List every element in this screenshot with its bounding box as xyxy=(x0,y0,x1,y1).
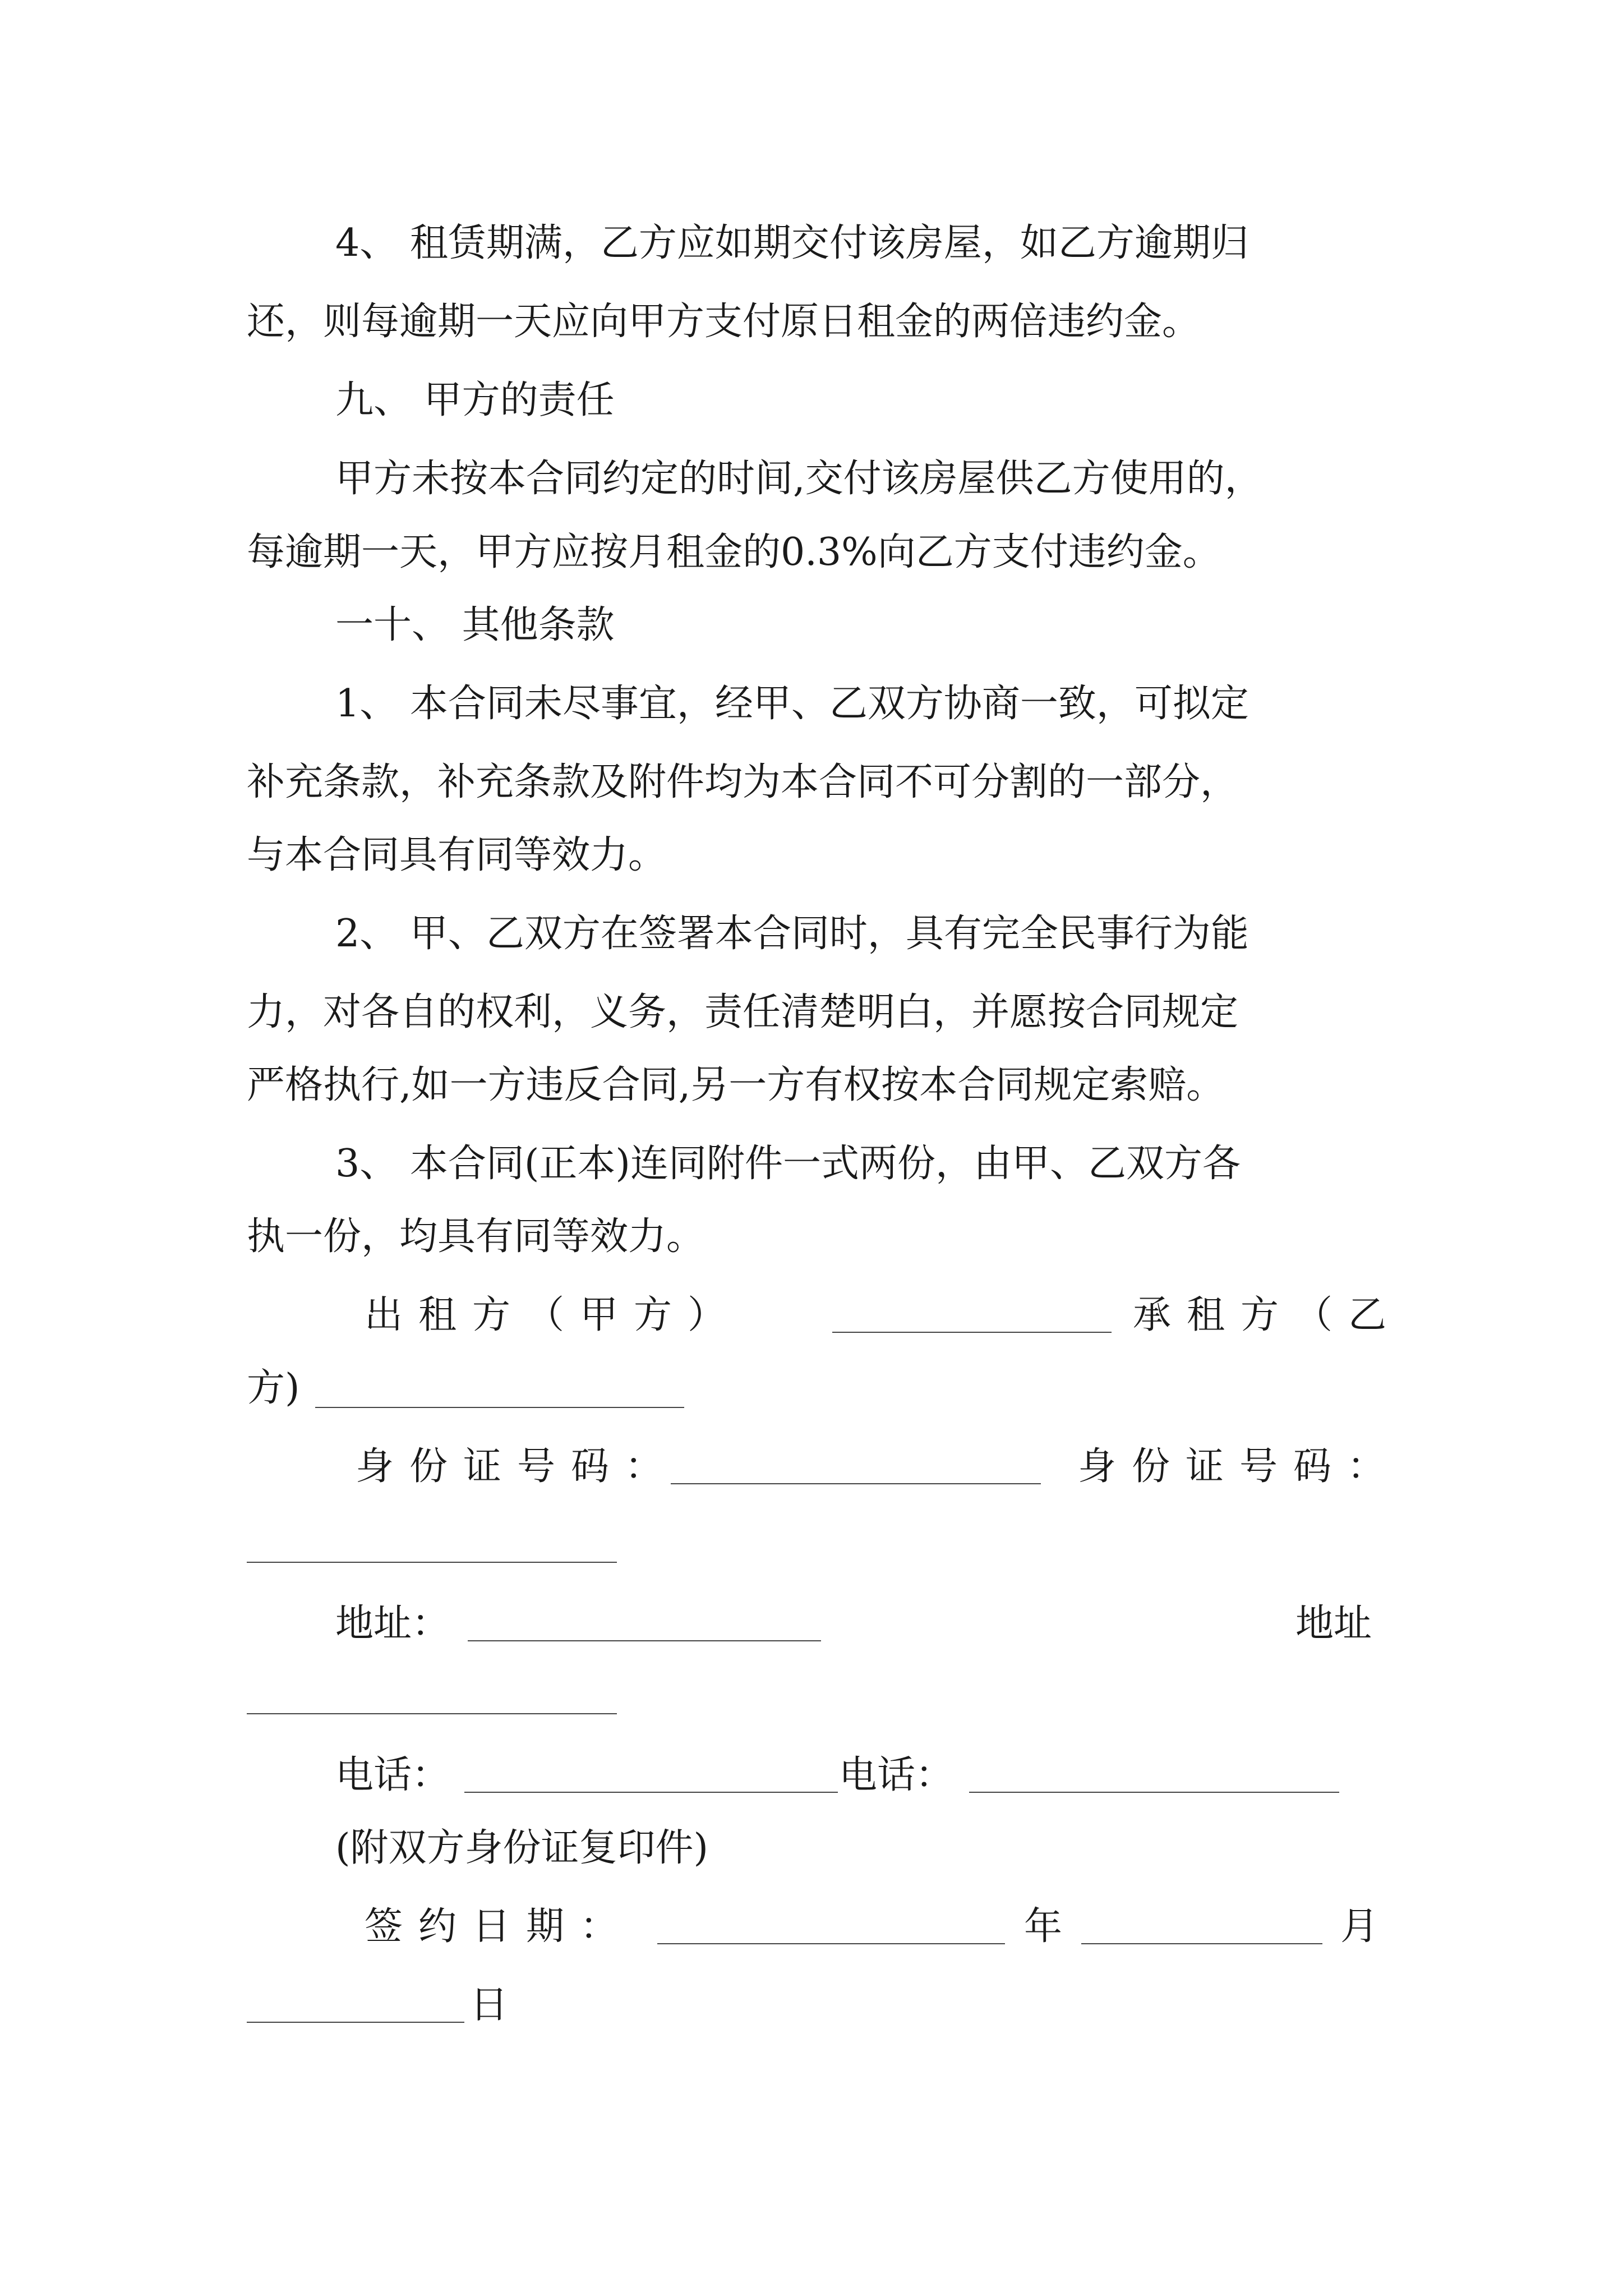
lessor-phone-blank xyxy=(464,1792,838,1793)
section-10-item-2-line-2: 力，对各自的权利，义务，责任清楚明白，并愿按合同规定 xyxy=(247,990,1239,1034)
lessor-address-blank xyxy=(468,1640,821,1641)
lessor-phone-label: 电话： xyxy=(335,1753,450,1797)
clause-4-line-2: 还，则每逾期一天应向甲方支付原日租金的两倍违约金。 xyxy=(247,300,1201,344)
section-9-line-2: 每逾期一天，甲方应按月租金的0.3%向乙方支付违约金。 xyxy=(247,530,1221,574)
lessee-label-continued: 方) xyxy=(247,1366,300,1410)
sign-date-label: 签约日期： xyxy=(365,1904,634,1949)
section-10-heading: 一十、 其他条款 xyxy=(335,603,615,647)
lessor-label: 出租方（甲方） xyxy=(365,1293,742,1337)
clause-4-line-1: 4、 租赁期满，乙方应如期交付该房屋，如乙方逾期归 xyxy=(335,221,1249,265)
lessor-id-label: 身份证号码： xyxy=(356,1444,679,1489)
section-9-line-1: 甲方未按本合同约定的时间,交付该房屋供乙方使用的， xyxy=(335,457,1263,501)
lessee-name-blank xyxy=(315,1407,684,1408)
section-10-item-1-line-3: 与本合同具有同等效力。 xyxy=(247,833,667,877)
section-10-item-3-line-1: 3、 本合同(正本)连同附件一式两份，由甲、乙双方各 xyxy=(335,1142,1241,1186)
lessor-id-blank xyxy=(671,1483,1041,1484)
lessee-id-label: 身份证号码： xyxy=(1078,1444,1401,1489)
lessee-id-blank xyxy=(247,1562,617,1563)
year-label: 年 xyxy=(1024,1904,1063,1949)
section-10-item-2-line-3: 严格执行,如一方违反合同,另一方有权按本合同规定索赔。 xyxy=(247,1063,1225,1107)
sign-year-blank xyxy=(657,1943,1005,1944)
sign-day-blank xyxy=(247,2022,464,2023)
lessee-address-label: 地址 xyxy=(1295,1602,1372,1646)
month-label: 月 xyxy=(1340,1904,1379,1949)
section-10-item-1-line-1: 1、 本合同未尽事宜，经甲、乙双方协商一致，可拟定 xyxy=(335,682,1249,726)
lessee-phone-blank xyxy=(969,1792,1339,1793)
lessor-address-label: 地址： xyxy=(335,1602,450,1646)
lessee-address-blank xyxy=(247,1713,617,1714)
section-10-item-1-line-2: 补充条款，补充条款及附件均为本合同不可分割的一部分， xyxy=(247,760,1239,804)
lessor-name-blank xyxy=(832,1332,1112,1333)
lessee-phone-label: 电话： xyxy=(839,1753,954,1797)
section-10-item-2-line-1: 2、 甲、乙双方在签署本合同时，具有完全民事行为能 xyxy=(335,912,1249,956)
lessee-label: 承租方（乙 xyxy=(1133,1293,1403,1337)
attachment-note: (附双方身份证复印件) xyxy=(335,1826,709,1870)
section-10-item-3-line-2: 执一份，均具有同等效力。 xyxy=(247,1214,705,1259)
day-label: 日 xyxy=(470,1983,509,2027)
sign-month-blank xyxy=(1081,1943,1322,1944)
section-9-heading: 九、 甲方的责任 xyxy=(335,378,615,422)
